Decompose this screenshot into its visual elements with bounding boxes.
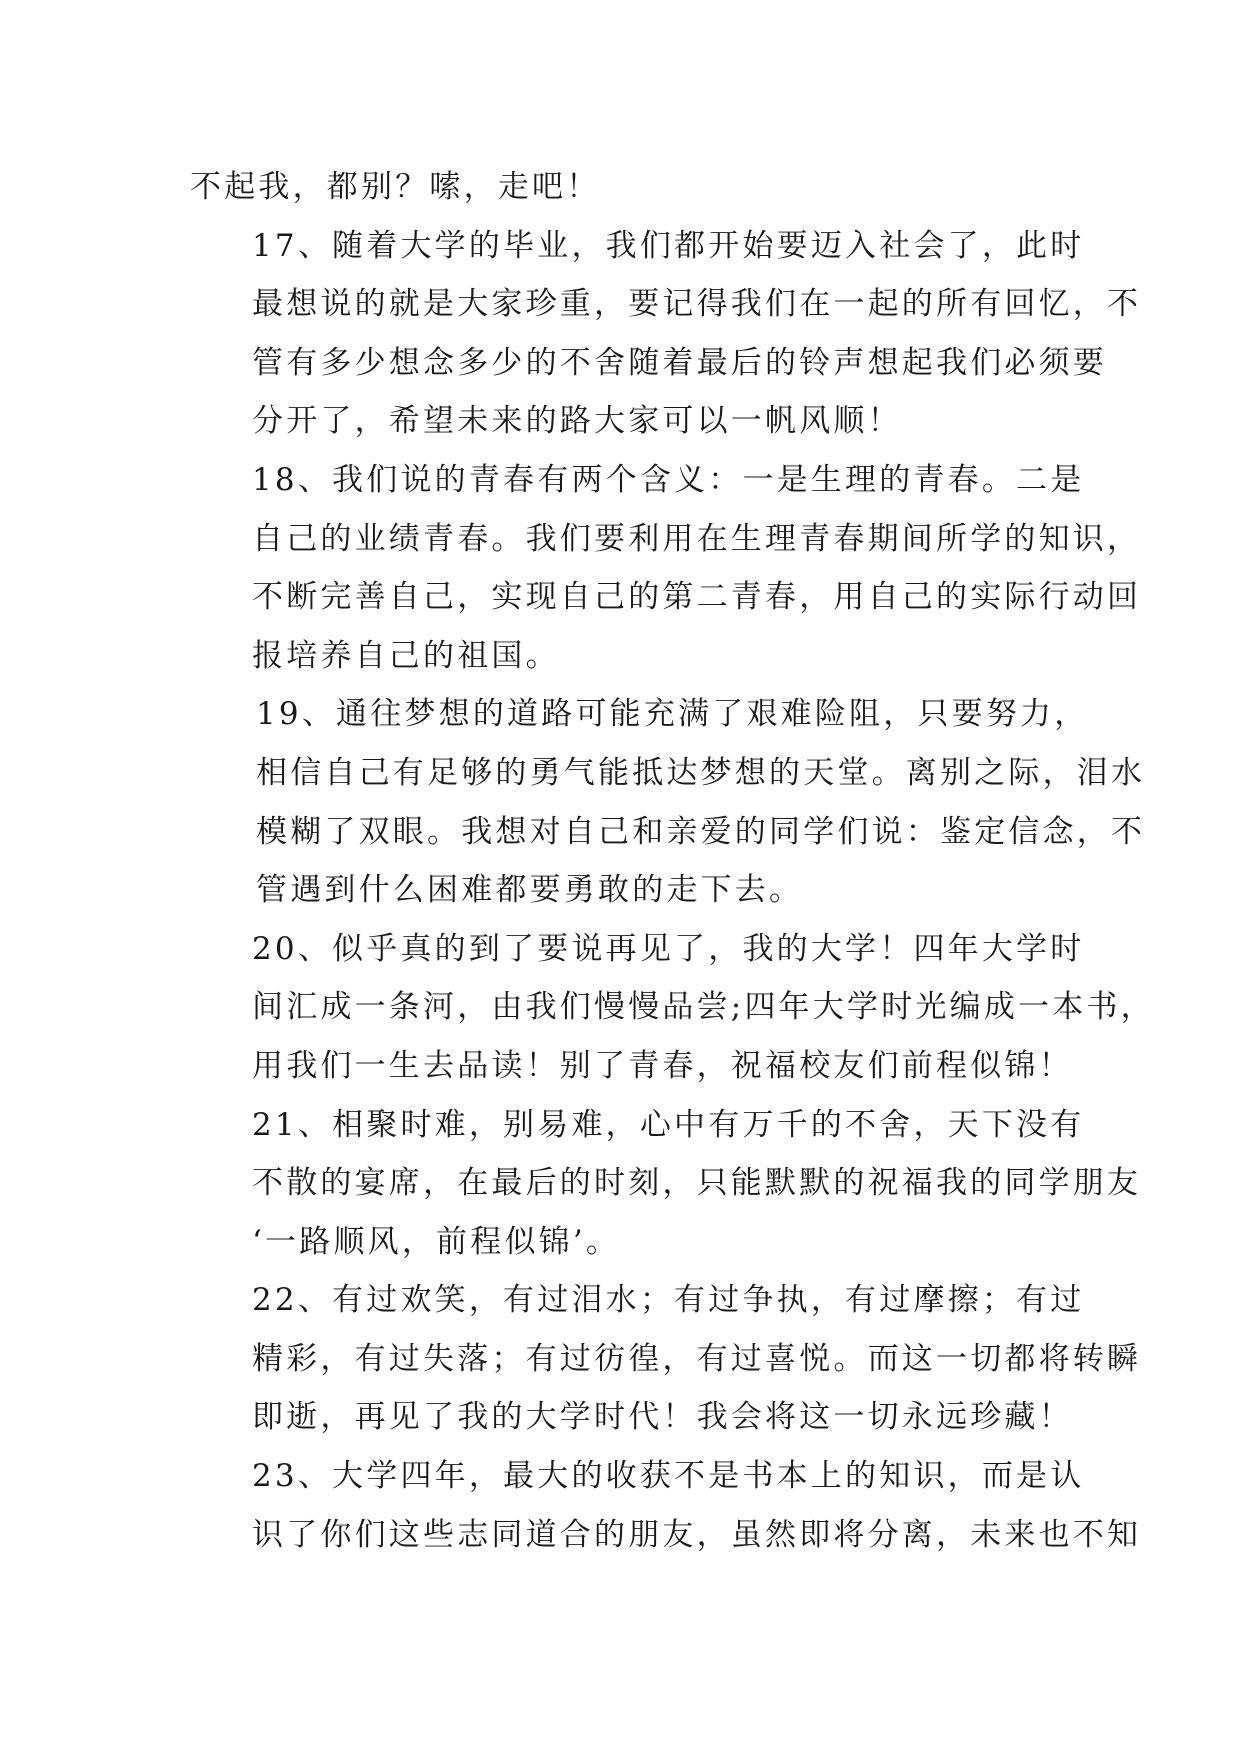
text-line: 不起我，都别？嗦，走吧！	[190, 169, 601, 205]
text-line: 17、随着大学的毕业，我们都开始要迈入社会了，此时	[252, 227, 1085, 264]
text-line: 报培养自己的祖国。	[252, 637, 560, 674]
paragraph-18	[190, 451, 1142, 685]
text-line: 管遇到什么困难都要勇敢的走下去。	[256, 872, 804, 909]
text-line: 不散的宴席，在最后的时刻，只能默默的祝福我的同学朋友	[252, 1165, 1142, 1202]
paragraph-21	[190, 1096, 1142, 1272]
paragraph-23	[190, 1447, 1142, 1564]
text-line: 即逝，再见了我的大学时代！我会将这一切永远珍藏！	[252, 1399, 1073, 1436]
text-line: 最想说的就是大家珍重，要记得我们在一起的所有回忆，不	[252, 286, 1142, 323]
paragraph-16-continuation	[190, 158, 1060, 217]
paragraph-19	[190, 685, 1146, 919]
text-line: 20、似乎真的到了要说再见了，我的大学！四年大学时	[252, 930, 1085, 967]
text-line: 18、我们说的青春有两个含义：一是生理的青春。二是	[252, 461, 1085, 498]
paragraph-22	[190, 1271, 1142, 1447]
text-line: 管有多少想念多少的不舍随着最后的铃声想起我们必须要	[252, 344, 1107, 381]
paragraph-20	[190, 920, 1155, 1096]
text-line: 相信自己有足够的勇气能抵达梦想的天堂。离别之际，泪水	[256, 754, 1146, 791]
text-line: 22、有过欢笑，有过泪水；有过争执，有过摩擦；有过	[252, 1282, 1085, 1319]
text-line: 用我们一生去品读！别了青春，祝福校友们前程似锦！	[252, 1047, 1073, 1084]
text-line: 自己的业绩青春。我们要利用在生理青春期间所学的知识，	[252, 520, 1142, 557]
text-line: 23、大学四年，最大的收获不是书本上的知识，而是认	[252, 1458, 1085, 1495]
text-line: 分开了，希望未来的路大家可以一帆风顺！	[252, 403, 902, 440]
text-line: 不断完善自己，实现自己的第二青春，用自己的实际行动回	[252, 579, 1142, 616]
document-body	[190, 158, 1155, 1564]
text-line: 模糊了双眼。我想对自己和亲爱的同学们说：鉴定信念，不	[256, 813, 1146, 850]
paragraph-17	[190, 217, 1142, 451]
text-line: ‘一路顺风，前程似锦’。	[252, 1223, 621, 1260]
text-line: 21、相聚时难，别易难，心中有万千的不舍，天下没有	[252, 1106, 1085, 1143]
text-line: 精彩，有过失落；有过彷徨，有过喜悦。而这一切都将转瞬	[252, 1340, 1142, 1377]
text-line: 间汇成一条河，由我们慢慢品尝;四年大学时光编成一本书，	[252, 989, 1155, 1026]
text-line: 识了你们这些志同道合的朋友，虽然即将分离，未来也不知	[252, 1516, 1142, 1553]
text-line: 19、通往梦想的道路可能充满了艰难险阻，只要努力，	[256, 696, 1089, 733]
